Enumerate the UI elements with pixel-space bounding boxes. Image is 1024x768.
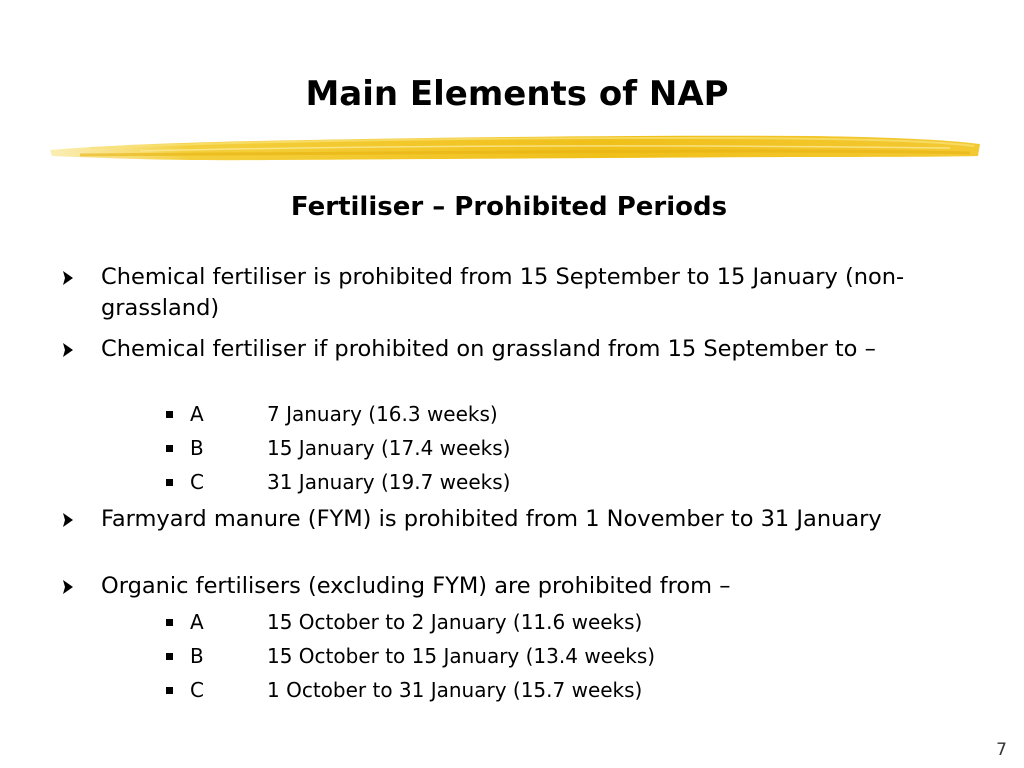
- square-bullet-icon: [166, 479, 173, 486]
- square-bullet-icon: [166, 653, 173, 660]
- square-bullet-icon: [166, 619, 173, 626]
- sub-bullet-letter: A: [190, 402, 204, 426]
- arrow-bullet-icon: [60, 342, 76, 358]
- sub-bullet-text: 15 January (17.4 weeks): [267, 436, 511, 460]
- bullet-text: Chemical fertiliser is prohibited from 15 September to 15 January (non-grassland): [101, 264, 905, 321]
- brush-stroke-divider: [50, 126, 980, 170]
- slide-subtitle: Fertiliser – Prohibited Periods: [290, 192, 728, 222]
- sub-bullet-text: 15 October to 2 January (11.6 weeks): [267, 610, 643, 634]
- sub-bullet-letter: C: [190, 678, 204, 702]
- bullet-text: Chemical fertiliser if prohibited on grassland from 15 September to –: [101, 336, 876, 362]
- sub-bullet-letter: B: [190, 644, 204, 668]
- arrow-bullet-icon: [60, 270, 76, 286]
- square-bullet-icon: [166, 687, 173, 694]
- arrow-bullet-icon: [60, 579, 76, 595]
- arrow-bullet-icon: [60, 512, 76, 528]
- square-bullet-icon: [166, 411, 173, 418]
- sub-bullet-text: 15 October to 15 January (13.4 weeks): [267, 644, 656, 668]
- sub-bullet-text: 7 January (16.3 weeks): [267, 402, 498, 426]
- bullet-text: Organic fertilisers (excluding FYM) are prohibited from –: [101, 573, 731, 599]
- sub-bullet-text: 1 October to 31 January (15.7 weeks): [267, 678, 643, 702]
- page-number: 7: [996, 740, 1007, 760]
- sub-bullet-letter: C: [190, 470, 204, 494]
- sub-bullet-letter: A: [190, 610, 204, 634]
- square-bullet-icon: [166, 445, 173, 452]
- sub-bullet-text: 31 January (19.7 weeks): [267, 470, 511, 494]
- bullet-text: Farmyard manure (FYM) is prohibited from 1 November to 31 January: [101, 506, 882, 532]
- sub-bullet-letter: B: [190, 436, 204, 460]
- slide-title: Main Elements of NAP: [305, 74, 729, 114]
